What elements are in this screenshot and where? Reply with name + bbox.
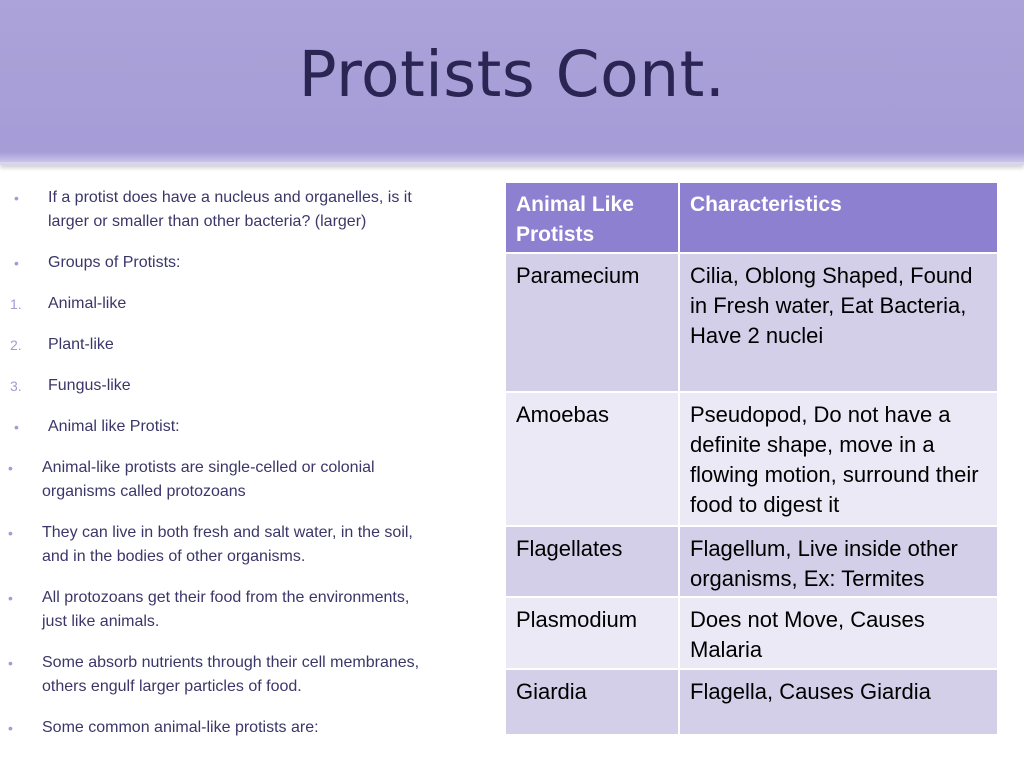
characteristics-cell: Pseudopod, Do not have a definite shape, move in a flowing motion, surround their food to digest it [679,392,998,526]
bullet-marker: • [8,720,13,736]
bullet-line: They can live in both fresh and salt water, in the soil, [42,524,413,541]
number-marker: 3. [10,378,22,394]
bullet-line: Some common animal-like protists are: [42,719,319,736]
bullet-line: larger or smaller than other bacteria? (larger) [48,213,367,230]
protist-name-cell: Giardia [505,669,679,735]
bullet-marker: • [14,255,19,271]
bullet-line: and in the bodies of other organisms. [42,548,306,565]
bullet-marker: • [14,419,19,435]
protist-name-cell: Paramecium [505,253,679,392]
table-header-row [505,182,998,253]
bullet-line: Some absorb nutrients through their cell membranes, [42,654,420,671]
bullet-line: All protozoans get their food from the environments, [42,589,410,606]
number-marker: 1. [10,296,22,312]
characteristics-cell: Flagellum, Live inside other organisms, Ex: Termites [679,526,998,597]
table-row [505,253,998,392]
bullet-marker: • [14,190,19,206]
table-row [505,392,998,526]
column-header: Animal Like Protists [505,182,679,253]
characteristics-cell: Flagella, Causes Giardia [679,669,998,735]
characteristics-cell: Does not Move, Causes Malaria [679,597,998,669]
bullet-line: Animal like Protist: [48,418,180,435]
bullet-line: others engulf larger particles of food. [42,678,302,695]
protists-table [504,181,999,736]
bullet-line: Groups of Protists: [48,254,181,271]
slide-title: Protists Cont. [298,38,726,111]
bullet-line: organisms called protozoans [42,483,246,500]
bullet-line: Animal-like protists are single-celled or colonial [42,459,375,476]
table-row [505,597,998,669]
table-row [505,526,998,597]
bullet-line: Animal-like [48,295,127,312]
bullet-marker: • [8,460,13,476]
bullet-marker: • [8,655,13,671]
bullet-line: If a protist does have a nucleus and organelles, is it [48,189,412,206]
bullet-line: Fungus-like [48,377,131,394]
bullet-marker: • [8,525,13,541]
protist-name-cell: Plasmodium [505,597,679,669]
protist-name-cell: Flagellates [505,526,679,597]
table-row [505,669,998,735]
characteristics-cell: Cilia, Oblong Shaped, Found in Fresh water, Eat Bacteria, Have 2 nuclei [679,253,998,392]
protist-name-cell: Amoebas [505,392,679,526]
bullet-marker: • [8,590,13,606]
bullet-line: Plant-like [48,336,114,353]
number-marker: 2. [10,337,22,353]
bullet-line: just like animals. [42,613,160,630]
column-header: Characteristics [679,182,998,253]
